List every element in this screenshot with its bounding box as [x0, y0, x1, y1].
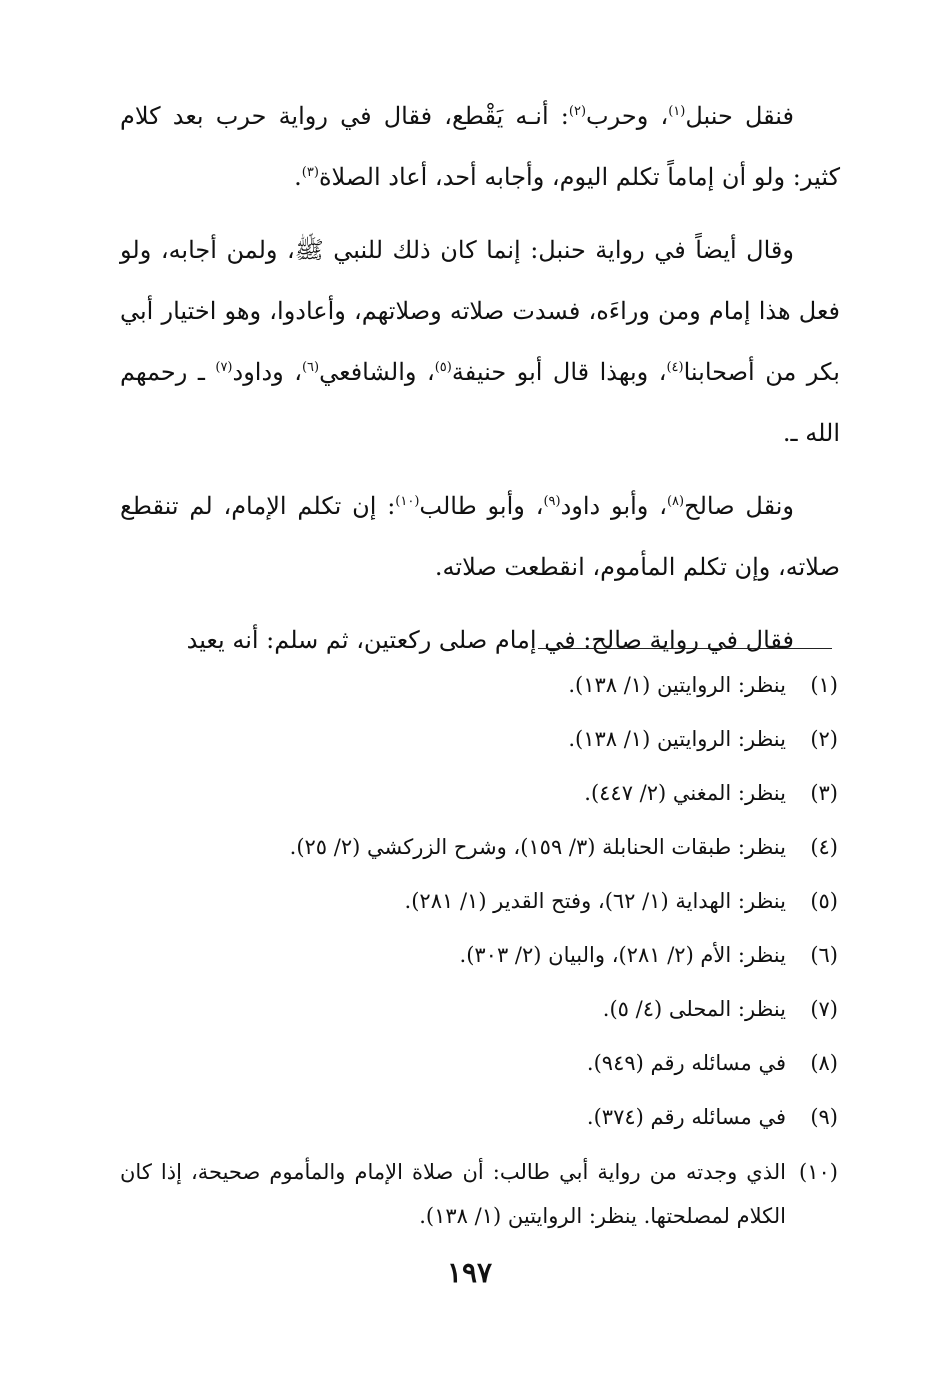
footnote-number: (٥) [810, 889, 838, 913]
footnote-text: ينظر: المغني (٢/ ٤٤٧). [584, 781, 786, 805]
footnote-number: (٢) [810, 727, 838, 751]
footnote-text: ينظر: الهداية (١/ ٦٢)، وفتح القدير (١/ ٢٨١). [404, 889, 786, 913]
paragraph-4: فقال في رواية صالح: في إمام صلى ركعتين، ثم سلم: أنه يعيد [186, 626, 794, 654]
footnote-text: ينظر: الروايتين (١/ ١٣٨). [568, 727, 786, 751]
footnote-number: (١٠) [799, 1160, 838, 1184]
main-text [120, 86, 840, 671]
footnote-text: ينظر: الروايتين (١/ ١٣٨). [568, 673, 786, 697]
footnote-6 [120, 934, 840, 976]
footnote-4 [120, 826, 840, 868]
footnote-9 [120, 1096, 840, 1138]
footnote-number: (٩) [810, 1105, 838, 1129]
footnote-10 [120, 1150, 840, 1238]
footnote-2 [120, 718, 840, 760]
footnote-8 [120, 1042, 840, 1084]
paragraph-2: وقال أيضاً في رواية حنبل: إنما كان ذلك للنبي ﷺ، ولمن أجابه، ولو فعل هذا إمام ومن وراءَه، فسدت صلاته وصلاتهم، وأعادوا، وهو اختيار أبي بكر من أصحابنا$^{(٤)}$، وبهذا قال أبو حنيفة$^{(٥)}$، والشافعي$^{(٦)}$، وداود$^{(٧)}$ ـ رحمهم الله ـ. [120, 236, 840, 447]
footnote-separator [538, 648, 832, 649]
footnote-number: (٨) [810, 1051, 838, 1075]
paragraph-1: فنقل حنبل$^{(١)}$، وحرب$^{(٢)}$: أنـه يَقْطع، فقال في رواية حرب بعد كلام كثير: ولو أن إماماً تكلم اليوم، وأجابه أحد، أعاد الصلاة$^{(٣)}$. [120, 102, 840, 191]
footnote-1 [120, 664, 840, 706]
footnote-7 [120, 988, 840, 1030]
footnote-number: (١) [810, 673, 838, 697]
footnote-number: (٦) [810, 943, 838, 967]
footnote-text: في مسائله رقم (٣٧٤). [586, 1105, 786, 1129]
footnote-text: ينظر: طبقات الحنابلة (٣/ ١٥٩)، وشرح الزركشي (٢/ ٢٥). [289, 835, 786, 859]
footnote-number: (٤) [810, 835, 838, 859]
footnote-text: ينظر: المحلى (٤/ ٥). [602, 997, 786, 1021]
footnote-text: الذي وجدته من رواية أبي طالب: أن صلاة الإمام والمأموم صحيحة، إذا كان الكلام لمصلحتها. ينظر: الروايتين (١/ ١٣٨). [120, 1160, 786, 1228]
footnote-number: (٧) [810, 997, 838, 1021]
footnote-5 [120, 880, 840, 922]
footnote-text: في مسائله رقم (٩٤٩). [586, 1051, 786, 1075]
footnotes-section [120, 664, 840, 1238]
paragraph-3: ونقل صالح$^{(٨)}$، وأبو داود$^{(٩)}$، وأبو طالب$^{(١٠)}$: إن تكلم الإمام، لم تنقطع صلاته، وإن تكلم المأموم، انقطعت صلاته. [120, 492, 840, 581]
footnote-text: ينظر: الأم (٢/ ٢٨١)، والبيان (٢/ ٣٠٣). [459, 943, 786, 967]
footnote-3 [120, 772, 840, 814]
page-number: ١٩٧ [446, 1256, 493, 1289]
footnote-number: (٣) [810, 781, 838, 805]
